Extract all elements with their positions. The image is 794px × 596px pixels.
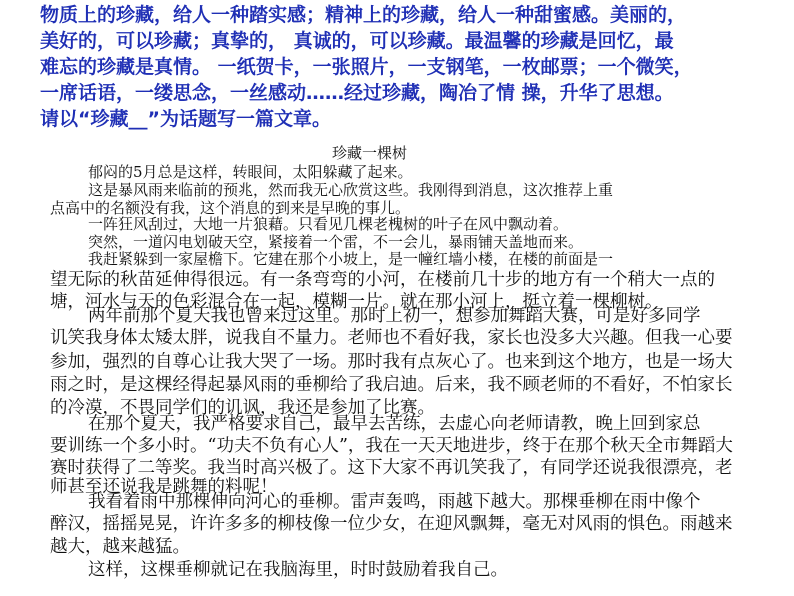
essay-line: 点高中的名额没有我，这个消息的到来是早晚的事儿。 — [50, 199, 411, 217]
essay-line: 我赶紧躲到一家屋檐下。它建在那个小坡上，是一幢红墙小楼，在楼的前面是一 — [88, 250, 614, 268]
essay-line: 参加，强烈的自尊心让我大哭了一场。那时我有点灰心了。也来到这个地方，也是一场大 — [50, 352, 733, 372]
prompt-line: 一席话语，一缕思念，一丝感动……经过珍藏，陶冶了情 操，升华了思想。 — [40, 82, 674, 104]
essay-line: 赛时获得了二等奖。我当时高兴极了。这下大家不再讥笑我了，有同学还说我很漂亮，老 — [50, 458, 733, 478]
essay-line: 师甚至还说我是跳舞的料呢！ — [50, 477, 278, 497]
essay-line: 郁闷的5月总是这样，转眼间，太阳躲藏了起来。 — [88, 163, 413, 181]
prompt-line: 美好的，可以珍藏；真挚的， 真诚的，可以珍藏。最温馨的珍藏是回忆，最 — [40, 30, 674, 52]
essay-line: 一阵狂风刮过，大地一片狼藉。只看见几棵老槐树的叶子在风中飘动着。 — [88, 215, 569, 233]
essay-title: 珍藏一棵树 — [332, 144, 408, 162]
essay-line: 这样，这棵垂柳就记在我脑海里，时时鼓励着我自己。 — [88, 560, 508, 580]
essay-line: 塘，河水与天的色彩混合在一起，模糊一片。就在那小河上，挺立着一棵柳树。 — [50, 292, 663, 312]
essay-line: 的冷漠，不畏同学们的讥讽，我还是参加了比赛。 — [50, 398, 435, 418]
prompt-line: 难忘的珍藏是真情。 一纸贺卡，一张照片，一支钢笔，一枚邮票；一个微笑， — [40, 56, 693, 78]
essay-line: 醉汉，摇摇晃晃，许许多多的柳枝像一位少女，在迎风飘舞，毫无对风雨的惧色。雨越来 — [50, 514, 733, 534]
essay-line: 雨之时，是这棵经得起暴风雨的垂柳给了我启迪。后来，我不顾老师的不看好，不怕家长 — [50, 375, 733, 395]
essay-line: 两年前那个夏天我也曾来过这里。那时上初一，想参加舞蹈大赛，可是好多同学 — [88, 306, 701, 326]
essay-line: 望无际的秋苗延伸得很远。有一条弯弯的小河，在楼前几十步的地方有一个稍大一点的 — [50, 270, 715, 290]
essay-line: 要训练一个多小时。“功夫不负有心人”，我在一天天地进步，终于在那个秋天全市舞蹈大 — [50, 436, 733, 456]
essay-line: 突然，一道闪电划破天空，紧接着一个雷，不一会儿，暴雨铺天盖地而来。 — [88, 233, 584, 251]
prompt-line: 物质上的珍藏，给人一种踏实感；精神上的珍藏，给人一种甜蜜感。美丽的， — [40, 4, 687, 26]
essay-line: 这是暴风雨来临前的预兆，然而我无心欣赏这些。我刚得到消息，这次推荐上重 — [88, 181, 614, 199]
prompt-line: 请以“珍藏__”为话题写一篇文章。 — [40, 108, 331, 130]
essay-line: 我看着雨中那棵伸向河心的垂柳。雷声轰鸣，雨越下越大。那棵垂柳在雨中像个 — [88, 492, 701, 512]
essay-line: 讥笑我身体太矮太胖，说我自不量力。老师也不看好我，家长也没多大兴趣。但我一心要 — [50, 328, 733, 348]
essay-line: 在那个夏天，我严格要求自己，最早去苦练，去虚心向老师请教，晚上回到家总 — [88, 414, 701, 434]
essay-line: 越大，越来越猛。 — [50, 537, 190, 557]
